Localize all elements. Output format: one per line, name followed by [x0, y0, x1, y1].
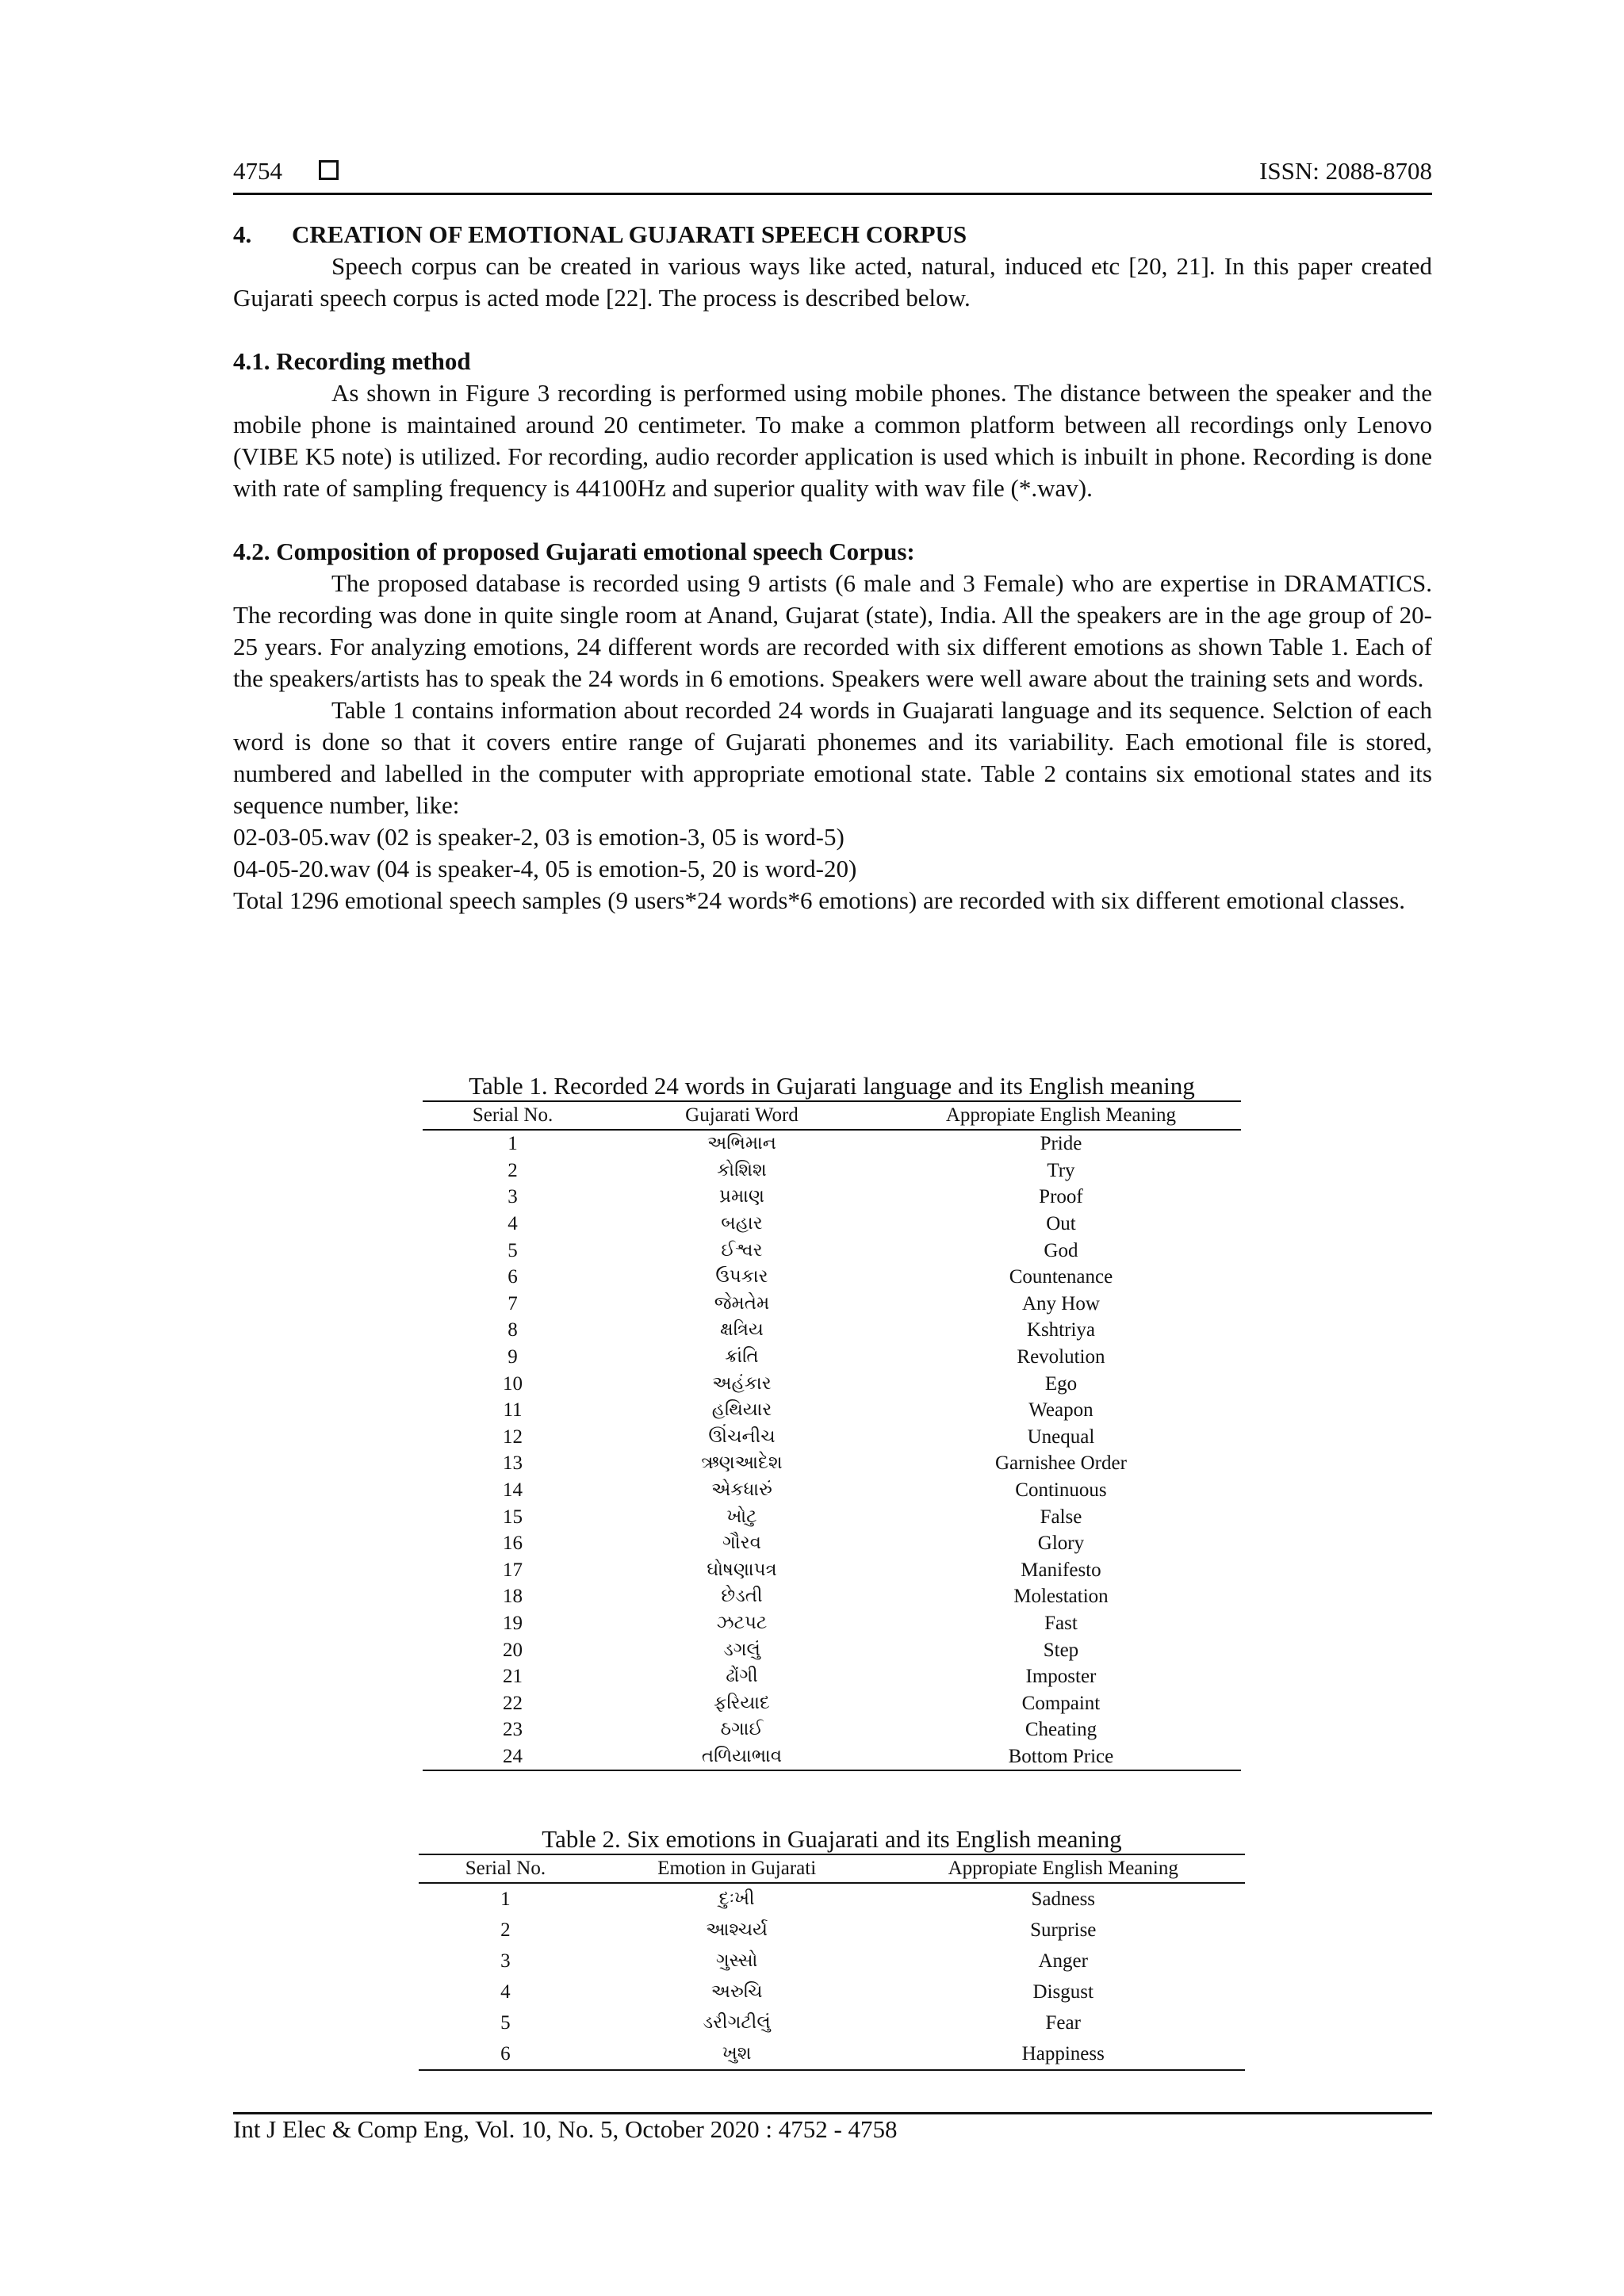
table-2-header-english: Appropiate English Meaning	[882, 1854, 1246, 1883]
gujarati-cell: દુઃખી	[718, 1888, 755, 1909]
gujarati-cell: અભિમાન	[707, 1133, 776, 1154]
english-cell: Kshtriya	[1026, 1319, 1095, 1341]
english-cell: God	[1044, 1239, 1078, 1261]
english-cell: Disgust	[1032, 1981, 1094, 2003]
english-cell: Countenance	[1009, 1266, 1113, 1288]
gujarati-cell: ક્ષત્રિય	[720, 1319, 764, 1341]
table-row	[423, 1503, 1241, 1530]
section-4-2-paragraph-1: The proposed database is recorded using 9 artists (6 male and 3 Female) who are expertise in DRAMATICS. The recording was done in quite single room at Anand, Gujarat (state), India. All the speakers are in the age group of 20-25 years. For analyzing emotions, 24 different words are recorded with six different emotions as shown Table 1. Each of the speakers/artists has to speak the 24 words in 6 emotions. Speakers were well aware about the training sets and words.	[233, 569, 1432, 692]
english-cell: Try	[1047, 1159, 1075, 1181]
serial-cell: 18	[503, 1586, 523, 1608]
table-row	[423, 1344, 1241, 1371]
gujarati-cell: તળિયાભાવ	[603, 1743, 881, 1771]
english-cell: Proof	[1039, 1186, 1083, 1208]
english-cell: Surprise	[1030, 1919, 1097, 1941]
english-cell: Happiness	[882, 2038, 1246, 2070]
gujarati-cell: હથિયાર	[711, 1399, 772, 1421]
serial-cell: 22	[503, 1692, 523, 1714]
gujarati-cell: આશ્ચર્ય	[706, 1919, 768, 1940]
table-1-header-gujarati: Gujarati Word	[603, 1101, 881, 1130]
table-2	[419, 1825, 1245, 2071]
gujarati-cell: ઝટપટ	[716, 1612, 768, 1633]
section-4-number: 4.	[233, 220, 252, 248]
serial-cell: 4	[500, 1981, 511, 2003]
table-row	[419, 2038, 1245, 2070]
serial-cell: 1	[500, 1888, 511, 1910]
serial-cell: 3	[508, 1186, 518, 1208]
header-rule	[233, 193, 1432, 195]
table-row	[423, 1424, 1241, 1451]
footer-rule	[233, 2112, 1432, 2114]
gujarati-cell: ઘોષણાપત્ર	[707, 1559, 777, 1580]
table-2-caption: Table 2. Six emotions in Guajarati and its English meaning	[542, 1825, 1122, 1853]
gujarati-cell: ગૌરવ	[722, 1533, 761, 1554]
gujarati-cell: છેડતી	[721, 1586, 763, 1607]
section-4-1-heading: 4.1. Recording method	[233, 347, 471, 375]
serial-cell: 7	[508, 1292, 518, 1314]
english-cell: Manifesto	[1021, 1559, 1101, 1581]
table-1-grid	[423, 1100, 1241, 1771]
table-row	[423, 1530, 1241, 1557]
serial-cell: 14	[503, 1479, 523, 1502]
section-4-paragraph: Speech corpus can be created in various ways like acted, natural, induced etc [20, 21]. In this paper created Gujarati speech corpus is acted mode [22]. The process is described below.	[233, 252, 1432, 312]
serial-cell: 8	[508, 1319, 518, 1341]
issn: ISSN: 2088-8708	[1259, 157, 1432, 185]
table-1-caption: Table 1. Recorded 24 words in Gujarati language and its English meaning	[469, 1072, 1195, 1100]
table-row	[423, 1370, 1241, 1397]
serial-cell: 17	[503, 1559, 523, 1581]
table-row	[423, 1450, 1241, 1477]
english-cell: Glory	[1037, 1533, 1085, 1555]
section-4-1-paragraph: As shown in Figure 3 recording is performed using mobile phones. The distance between the speaker and the mobile phone is maintained around 20 centimeter. To make a common platform between all recordings only Lenovo (VIBE K5 note) is utilized. For recording, audio recorder application is used which is inbuilt in phone. Recording is done with rate of sampling frequency is 44100Hz and superior quality with wav file (*.wav).	[233, 379, 1432, 502]
gujarati-cell: અરુચિ	[710, 1981, 763, 2002]
table-row	[423, 1184, 1241, 1211]
gujarati-cell: ફરિયાદ	[714, 1692, 770, 1713]
page-number: 4754	[233, 157, 282, 185]
table-row	[423, 1689, 1241, 1716]
english-cell: Bottom Price	[881, 1743, 1241, 1771]
english-cell: Anger	[1038, 1950, 1088, 1972]
english-cell: Molestation	[1013, 1586, 1109, 1608]
serial-cell: 11	[503, 1399, 523, 1422]
serial-cell: 24	[423, 1743, 603, 1771]
serial-cell: 5	[500, 2012, 511, 2034]
section-4-2-paragraph-2: Table 1 contains information about recorded 24 words in Guajarati language and its sequence. Selction of each word is done so that it covers entire range of Gujarati phonemes and its variability. Each emotional file is stored, numbered and labelled in the computer with appropriate emotional state. Table 2 contains six emotional states and its sequence number, like:	[233, 696, 1432, 819]
english-cell: Continuous	[1015, 1479, 1107, 1502]
header-left	[233, 157, 339, 186]
english-cell: Step	[1043, 1639, 1079, 1661]
running-header	[233, 157, 1432, 193]
table-row	[423, 1663, 1241, 1690]
table-row	[423, 1610, 1241, 1637]
table-row	[423, 1130, 1241, 1158]
table-1-header-english: Appropiate English Meaning	[881, 1101, 1241, 1130]
table-row	[423, 1743, 1241, 1771]
section-4-2-heading: 4.2. Composition of proposed Gujarati emotional speech Corpus:	[233, 538, 915, 565]
gujarati-cell: અહંકાર	[712, 1372, 772, 1394]
serial-cell: 1	[508, 1133, 518, 1155]
filename-example-1: 02-03-05.wav (02 is speaker-2, 03 is emotion-3, 05 is word-5)	[233, 823, 845, 851]
english-cell: Sadness	[1031, 1888, 1096, 1910]
section-4-2-paragraph-3: Total 1296 emotional speech samples (9 users*24 words*6 emotions) are recorded with six different emotional classes.	[233, 886, 1405, 914]
footer-citation: Int J Elec & Comp Eng, Vol. 10, No. 5, October 2020 : 4752 - 4758	[233, 2115, 898, 2143]
gujarati-cell: ઊંચનીચ	[708, 1425, 776, 1447]
body-text	[233, 219, 1432, 916]
gujarati-cell: પ્રમાણ	[719, 1186, 764, 1207]
table-row	[423, 1237, 1241, 1264]
table-row	[419, 1883, 1245, 1915]
serial-cell: 13	[503, 1452, 523, 1475]
filename-example-2: 04-05-20.wav (04 is speaker-4, 05 is emotion-5, 20 is word-20)	[233, 855, 857, 882]
gujarati-cell: ખોટુ	[726, 1506, 757, 1527]
english-cell: Out	[1046, 1213, 1076, 1235]
section-4-title: CREATION OF EMOTIONAL GUJARATI SPEECH CORPUS	[292, 220, 967, 248]
serial-cell: 12	[503, 1425, 523, 1448]
table-row	[423, 1477, 1241, 1504]
serial-cell: 19	[503, 1612, 523, 1634]
english-cell: Fear	[1045, 2012, 1081, 2034]
table-1	[423, 1072, 1241, 1771]
serial-cell: 9	[508, 1346, 518, 1368]
serial-cell: 6	[419, 2038, 592, 2070]
section-4-heading	[233, 219, 1432, 251]
table-row	[423, 1557, 1241, 1584]
table-row	[423, 1211, 1241, 1238]
table-2-header-gujarati: Emotion in Gujarati	[592, 1854, 882, 1883]
serial-cell: 2	[500, 1919, 511, 1941]
english-cell: Fast	[1044, 1612, 1078, 1634]
gujarati-cell: ઠગાઈ	[720, 1719, 764, 1740]
gujarati-cell: ઉપકાર	[715, 1266, 768, 1288]
gujarati-cell: જેમતેમ	[714, 1292, 770, 1314]
gujarati-cell: ગુસ્સો	[715, 1950, 758, 1971]
english-cell: Any How	[1021, 1292, 1100, 1314]
table-row	[423, 1264, 1241, 1291]
serial-cell: 5	[508, 1239, 518, 1261]
serial-cell: 4	[508, 1213, 518, 1235]
table-row	[419, 1976, 1245, 2007]
serial-cell: 15	[503, 1506, 523, 1528]
english-cell: Weapon	[1028, 1399, 1094, 1422]
gujarati-cell: ઋણઆદેશ	[701, 1452, 783, 1474]
gujarati-cell: ડરીગટીલું	[703, 2012, 771, 2033]
table-row	[423, 1636, 1241, 1663]
table-row	[419, 1946, 1245, 1976]
english-cell: Ego	[1044, 1372, 1078, 1395]
serial-cell: 3	[500, 1950, 511, 1972]
table-row	[423, 1291, 1241, 1318]
table-1-header-serial: Serial No.	[423, 1101, 603, 1130]
table-row	[423, 1583, 1241, 1610]
table-row	[419, 2007, 1245, 2038]
table-2-grid	[419, 1854, 1245, 2071]
square-icon	[319, 160, 339, 180]
english-cell: Pride	[1040, 1133, 1082, 1155]
english-cell: Compaint	[1021, 1692, 1101, 1714]
gujarati-cell: કોશિશ	[717, 1159, 767, 1181]
english-cell: Cheating	[1025, 1719, 1097, 1741]
table-row	[423, 1716, 1241, 1743]
serial-cell: 20	[503, 1639, 523, 1661]
gujarati-cell: એકધારું	[711, 1479, 772, 1501]
gujarati-cell: ખુશ	[592, 2038, 882, 2070]
table-row	[423, 1317, 1241, 1344]
serial-cell: 6	[508, 1266, 518, 1288]
english-cell: False	[1040, 1506, 1082, 1528]
serial-cell: 23	[503, 1719, 523, 1741]
gujarati-cell: ઈશ્વર	[721, 1239, 763, 1261]
english-cell: Imposter	[1025, 1666, 1097, 1688]
gujarati-cell: ઢોંગી	[726, 1666, 758, 1687]
gujarati-cell: બહાર	[721, 1213, 763, 1234]
serial-cell: 16	[503, 1533, 523, 1555]
serial-cell: 10	[503, 1372, 523, 1395]
table-row	[423, 1158, 1241, 1184]
gujarati-cell: ક્રાંતિ	[725, 1346, 759, 1368]
gujarati-cell: ડગલું	[723, 1639, 760, 1660]
english-cell: Unequal	[1027, 1425, 1095, 1448]
english-cell: Garnishee Order	[995, 1452, 1127, 1475]
table-row	[423, 1397, 1241, 1424]
table-2-header-serial: Serial No.	[419, 1854, 592, 1883]
serial-cell: 2	[508, 1159, 518, 1181]
serial-cell: 21	[503, 1666, 523, 1688]
english-cell: Revolution	[1017, 1346, 1105, 1368]
table-row	[419, 1915, 1245, 1946]
